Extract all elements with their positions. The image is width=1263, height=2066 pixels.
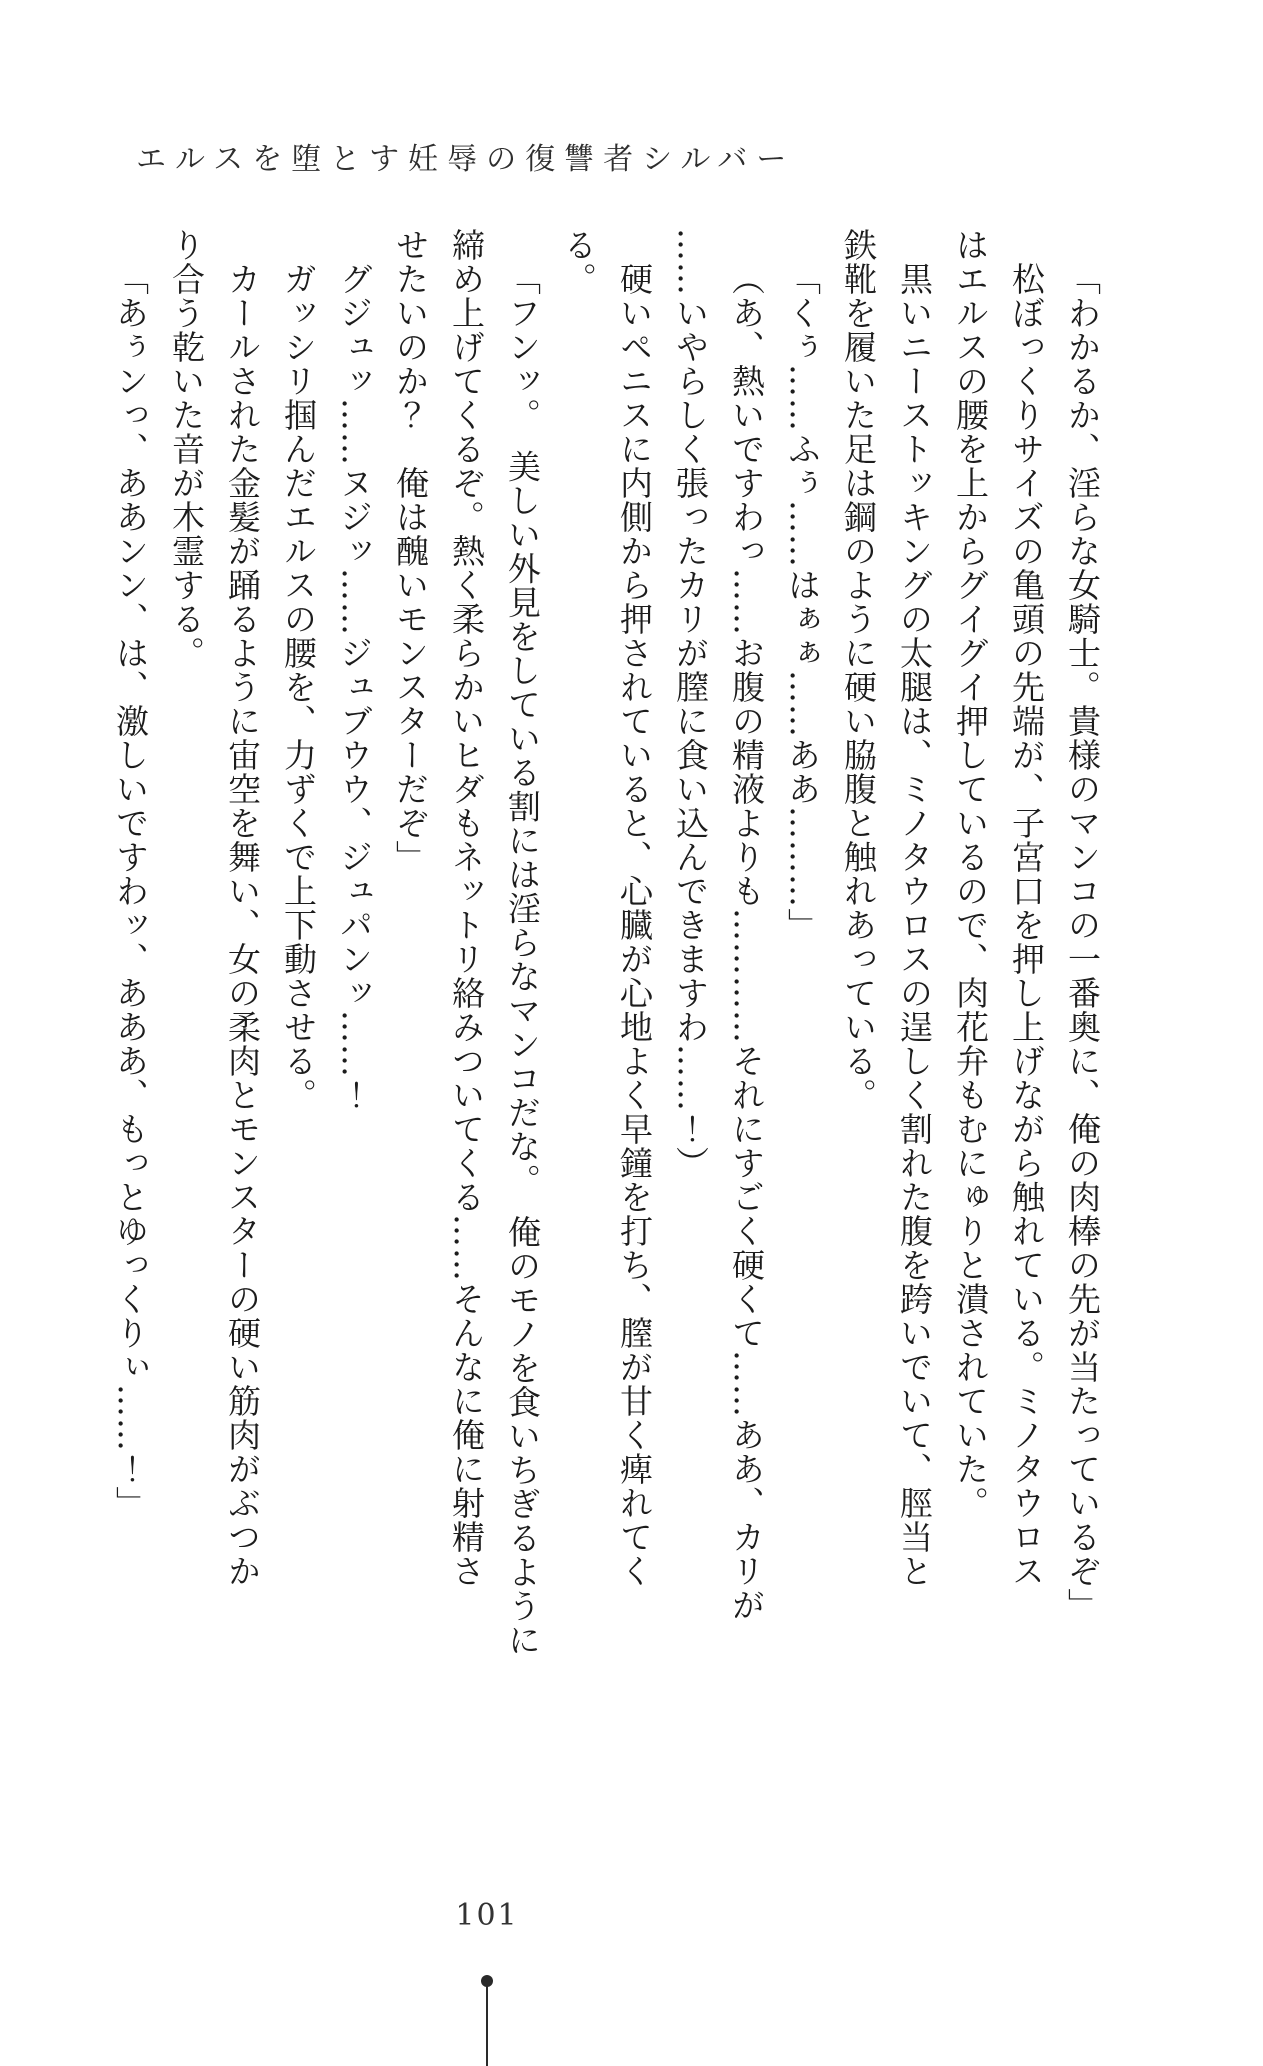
text-column: グジュッ……ヌジッ……ジュブウウ、ジュパンッ……！ — [335, 262, 374, 1112]
text-column: （あ、熱いですわっ……お腹の精液よりも…………それにすごく硬くて……ああ、カリが — [727, 262, 766, 1622]
text-column: 硬いペニスに内側から押されていると、心臓が心地よく早鐘を打ち、膣が甘く痺れてく — [615, 262, 654, 1588]
text-column: カールされた金髪が踊るように宙空を舞い、女の柔肉とモンスターの硬い筋肉がぶつか — [223, 262, 262, 1588]
text-column: 「フンッ。 美しい外見をしている割には淫らなマンコだな。 俺のモノを食いちぎるように — [503, 262, 542, 1657]
body-text-block — [102, 228, 1110, 1918]
text-column: 松ぼっくりサイズの亀頭の先端が、子宮口を押し上げながら触れている。ミノタウロス — [1007, 262, 1046, 1588]
text-column: はエルスの腰を上からグイグイ押しているので、肉花弁もむにゅりと潰されていた。 — [951, 228, 990, 1520]
text-column: 鉄靴を履いた足は鋼のように硬い脇腹と触れあっている。 — [839, 228, 878, 1112]
text-column: 締め上げてくるぞ。熱く柔らかいヒダもネットリ絡みついてくる……そんなに俺に射精さ — [447, 228, 486, 1588]
text-column: 「くぅ……ふぅ……はぁぁ……ああ………」 — [783, 262, 822, 942]
text-column: せたいのか？ 俺は醜いモンスターだぞ」 — [391, 228, 430, 874]
text-column: り合う乾いた音が木霊する。 — [167, 228, 206, 670]
text-column: ガッシリ掴んだエルスの腰を、力ずくで上下動させる。 — [279, 262, 318, 1112]
text-column: 「あぅンっ、ああンン、は、激しいですわッ、あああ、もっとゆっくりぃ……！」 — [111, 262, 150, 1520]
text-column: る。 — [559, 228, 598, 296]
footer-ornament-line — [486, 1986, 488, 2066]
text-column: ……いやらしく張ったカリが膣に食い込んできますわ……！） — [671, 228, 710, 1180]
running-header: エルスを堕とす妊辱の復讐者シルバー — [136, 142, 796, 177]
text-column: 黒いニーストッキングの太腿は、ミノタウロスの逞しく割れた腹を跨いでいて、脛当と — [895, 262, 934, 1588]
page-number: 101 — [455, 1898, 519, 1933]
text-column: 「わかるか、淫らな女騎士。貴様のマンコの一番奥に、俺の肉棒の先が当たっているぞ」 — [1063, 262, 1102, 1622]
